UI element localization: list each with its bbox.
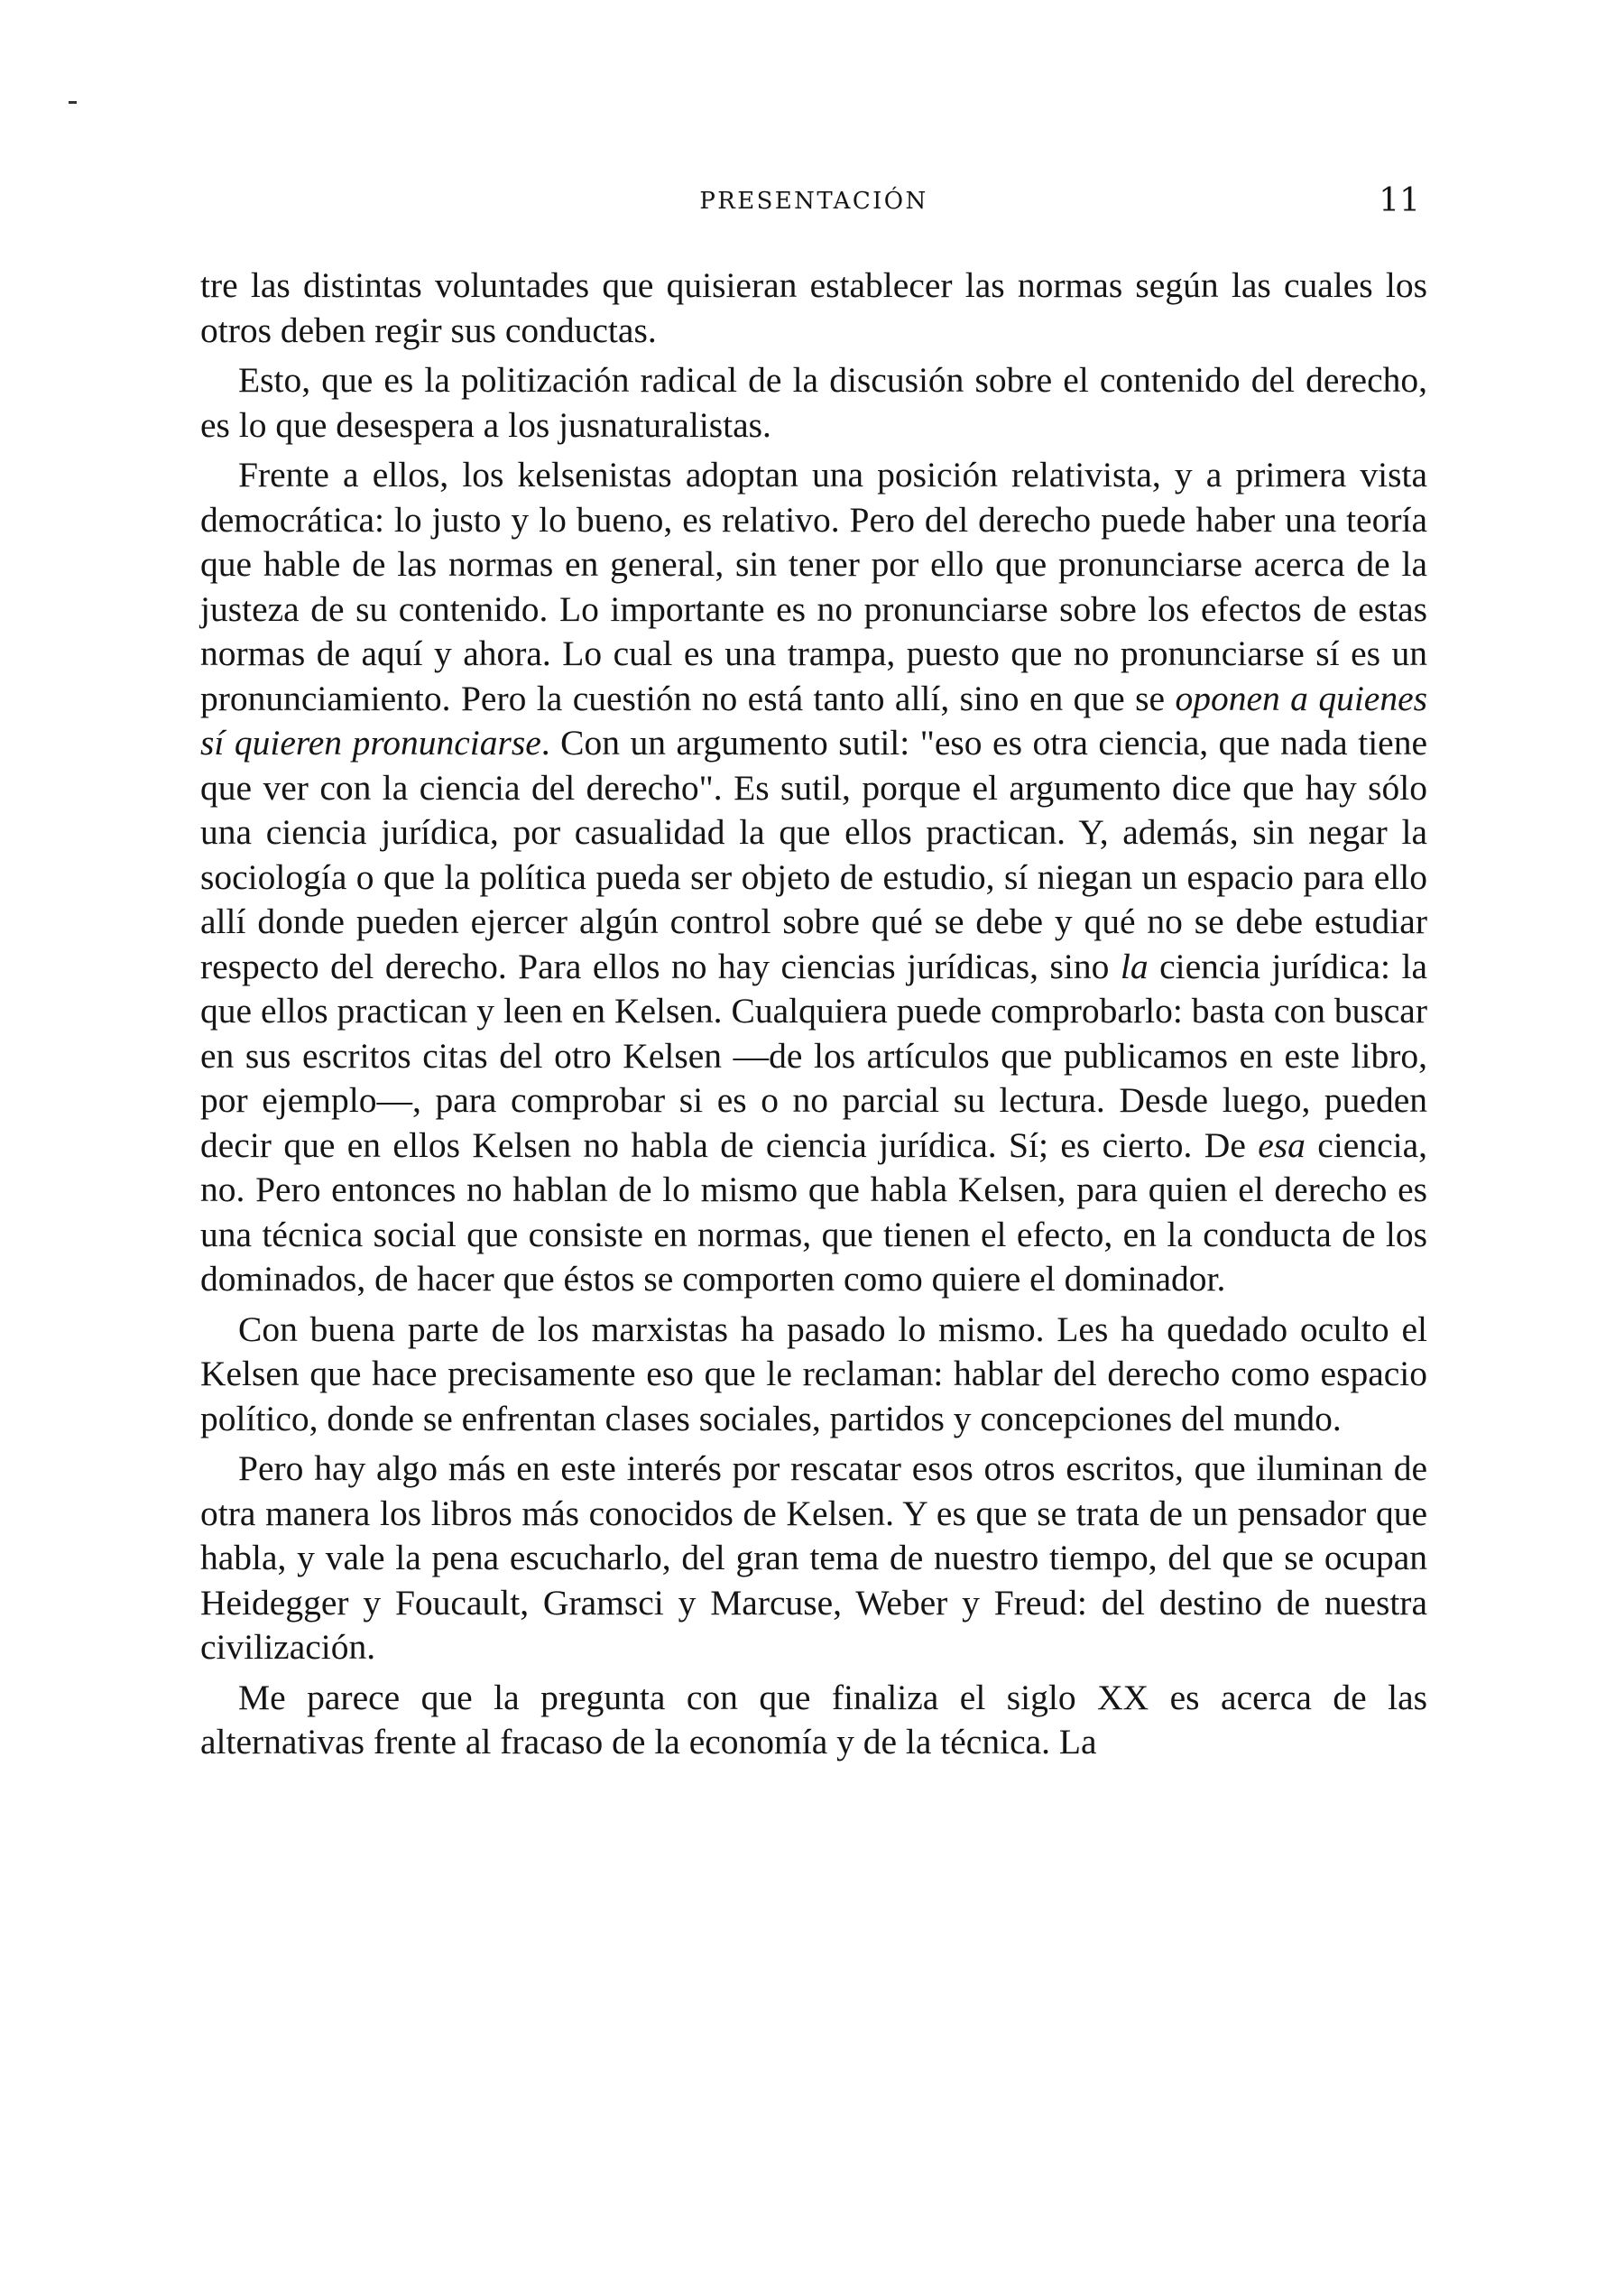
text-run: tre las distintas voluntades que quisieran establecer las normas según las cuales los otros deben regir sus conductas. (200, 265, 1427, 350)
italic-emphasis: la (1120, 946, 1149, 986)
text-run: Esto, que es la politización radical de la discusión sobre el contenido del derecho, es lo que desespera a los jusnaturalistas. (200, 360, 1427, 445)
text-run: ciencia, no. Pero entonces no hablan de lo mismo que habla Kelsen, para quien el derecho es una técnica social que consiste en normas, que tienen el efecto, en la conducta de los dominados, de hacer que éstos se comporten como quiere el dominador. (200, 1124, 1427, 1299)
paragraph (200, 1447, 1427, 1670)
paragraph (200, 358, 1427, 448)
text-run: Me parece que la pregunta con que finaliza el siglo XX es acerca de las alternativas frente al fracaso de la economía y de la técnica. La (200, 1677, 1427, 1762)
running-header (200, 182, 1427, 227)
page-number: 11 (1379, 182, 1420, 219)
text-run: Pero hay algo más en este interés por rescatar esos otros escritos, que iluminan de otra manera los libros más conocidos de Kelsen. Y es que se trata de un pensador que habla, y vale la pena escucharlo, del gran tema de nuestro tiempo, del que se ocupan Heidegger y Foucault, Gramsci y Marcuse, Weber y Freud: del destino de nuestra civilización. (200, 1448, 1427, 1667)
text-run: Frente a ellos, los kelsenistas adoptan una posición relativista, y a primera vista democrática: lo justo y lo bueno, es relativo. Pero del derecho puede haber una teoría que hable de las normas en general, sin tener por ello que pronunciarse acerca de la justeza de su contenido. Lo importante es no pronunciarse sobre los efectos de estas normas de aquí y ahora. Lo cual es una trampa, puesto que no pronunciarse sí es un pronunciamiento. Pero la cuestión no está tanto allí, sino en que se (200, 455, 1427, 718)
running-title: PRESENTACIÓN (699, 188, 928, 215)
italic-emphasis: esa (1258, 1124, 1306, 1165)
body-text (200, 264, 1427, 1765)
text-run: . Con un argumento sutil: "eso es otra ciencia, que nada tiene que ver con la ciencia del derecho". Es sutil, porque el argumento dice que hay sólo una ciencia jurídica, por casualidad la que ellos practican. Y, además, sin negar la sociología o que la política pueda ser objeto de estudio, sí niegan un espacio para ello allí donde pueden ejercer algún control sobre qué se debe y qué no se debe estudiar respecto del derecho. Para ellos no hay ciencias jurídicas, sino (200, 723, 1427, 986)
paragraph (200, 1676, 1427, 1765)
paragraph (200, 453, 1427, 1302)
text-run: Con buena parte de los marxistas ha pasado lo mismo. Les ha quedado oculto el Kelsen que hace precisamente eso que le reclaman: hablar del derecho como espacio político, donde se enfrentan clases sociales, partidos y concepciones del mundo. (200, 1308, 1427, 1438)
paragraph (200, 264, 1427, 353)
italic-emphasis: oponen a quienes sí quieren pronunciarse (200, 678, 1427, 763)
text-run: ciencia jurídica: la que ellos practican y leen en Kelsen. Cualquiera puede comprobarlo: basta con buscar en sus escritos citas del otro Kelsen —de los artículos que publicamos en este libro, por ejemplo—, para comprobar si es o no parcial su lectura. Desde luego, pueden decir que en ellos Kelsen no habla de ciencia jurídica. Sí; es cierto. De (200, 946, 1428, 1165)
scan-mark (69, 101, 77, 104)
paragraph (200, 1308, 1427, 1442)
